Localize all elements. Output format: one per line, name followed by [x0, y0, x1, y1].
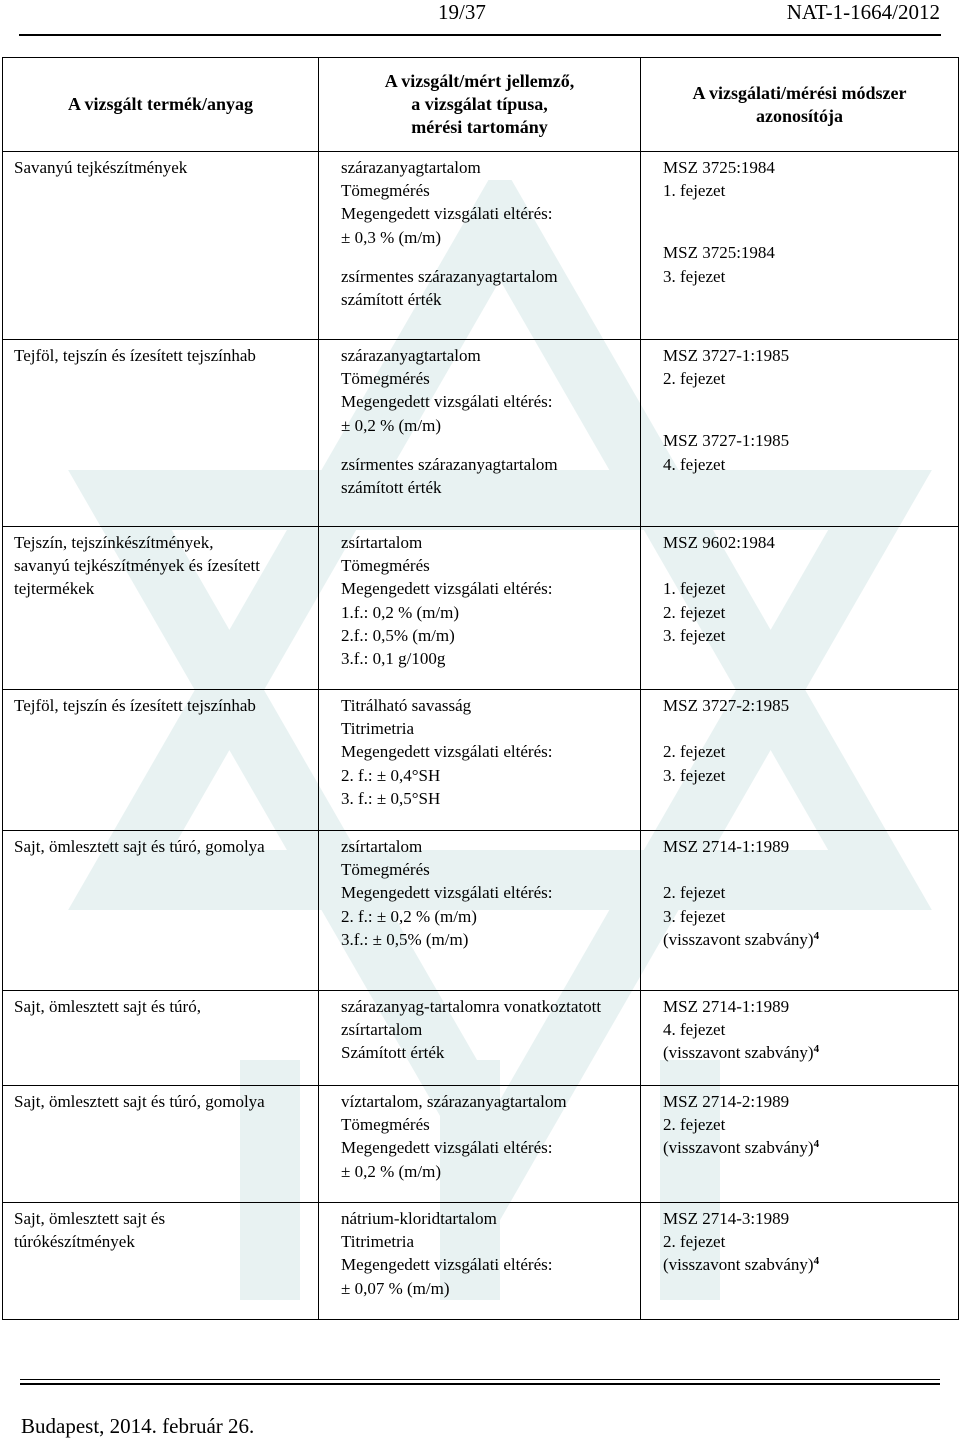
- measure-cell: [319, 831, 641, 991]
- footnote-mark: 4: [813, 1255, 820, 1268]
- measure-block: víztartalom, szárazanyagtartalom Tömegmérés Megengedett vizsgálati eltérés: ± 0,2 % (m/m): [341, 1092, 567, 1181]
- method-text: MSZ 2714-1:1989 2. fejezet 3. fejezet: [663, 837, 790, 926]
- product-cell: Sajt, ömlesztett sajt és túrókészítmények: [3, 1203, 319, 1320]
- product-cell: Savanyú tejkészítmények: [3, 152, 319, 340]
- page-number: 19/37: [438, 0, 486, 24]
- measure-cell: [319, 152, 641, 340]
- method-cell: [641, 991, 959, 1086]
- col-header-product: A vizsgált termék/anyag: [3, 58, 319, 152]
- method-block: MSZ 9602:1984 1. fejezet 2. fejezet 3. fejezet: [663, 533, 775, 645]
- measure-block: zsírmentes szárazanyagtartalom számított érték: [341, 266, 558, 310]
- method-cell: [641, 340, 959, 527]
- measure-cell: [319, 690, 641, 831]
- measure-cell: [319, 340, 641, 527]
- method-text: MSZ 2714-2:1989 2. fejezet: [663, 1092, 790, 1135]
- measure-cell: [319, 1086, 641, 1203]
- method-block: MSZ 3727-1:1985 4. fejezet: [663, 431, 790, 474]
- product-cell: Sajt, ömlesztett sajt és túró,: [3, 991, 319, 1086]
- method-block: MSZ 3725:1984 1. fejezet: [663, 158, 775, 201]
- method-text: MSZ 2714-3:1989 2. fejezet: [663, 1209, 790, 1252]
- header-rule: [19, 34, 941, 36]
- product-cell: Tejszín, tejszínkészítmények, savanyú tejkészítmények és ízesített tejtermékek: [3, 527, 319, 690]
- accreditation-table: [2, 57, 959, 1320]
- product-cell: Tejföl, tejszín és ízesített tejszínhab: [3, 340, 319, 527]
- col-header-method: A vizsgálati/mérési módszer azonosítója: [641, 58, 959, 152]
- measure-cell: [319, 527, 641, 690]
- product-cell: Sajt, ömlesztett sajt és túró, gomolya: [3, 1086, 319, 1203]
- withdrawn-note: (visszavont szabvány): [663, 929, 814, 949]
- withdrawn-note: (visszavont szabvány): [663, 1043, 814, 1063]
- method-block: [652, 1203, 958, 1277]
- footnote-mark: 4: [813, 929, 820, 942]
- product-cell: Tejföl, tejszín és ízesített tejszínhab: [3, 690, 319, 831]
- table-row: [3, 991, 959, 1086]
- method-block: MSZ 3727-2:1985 2. fejezet 3. fejezet: [663, 696, 790, 785]
- document-id: NAT-1-1664/2012: [786, 0, 940, 24]
- footer-rule-thick: [20, 1383, 940, 1385]
- method-cell: [641, 152, 959, 340]
- table-row: [3, 527, 959, 690]
- method-cell: [641, 527, 959, 690]
- withdrawn-note: (visszavont szabvány): [663, 1138, 814, 1158]
- footnote-mark: 4: [813, 1043, 820, 1056]
- method-block: [652, 991, 958, 1065]
- measure-block: Titrálható savasság Titrimetria Megengedett vizsgálati eltérés: 2. f.: ± 0,4°SH 3. f.: ± 0,5°SH: [341, 696, 553, 808]
- method-block: [652, 1086, 958, 1160]
- measure-block: zsírmentes szárazanyagtartalom számított érték: [341, 454, 558, 498]
- method-text: MSZ 2714-1:1989 4. fejezet: [663, 997, 790, 1040]
- measure-cell: [319, 991, 641, 1086]
- method-cell: [641, 690, 959, 831]
- table-row: [3, 340, 959, 527]
- table-row: [3, 1086, 959, 1203]
- method-cell: [641, 831, 959, 991]
- method-cell: [641, 1203, 959, 1320]
- measure-block: szárazanyagtartalom Tömegmérés Megengedett vizsgálati eltérés: ± 0,3 % (m/m): [341, 158, 553, 247]
- measure-block: zsírtartalom Tömegmérés Megengedett vizsgálati eltérés: 2. f.: ± 0,2 % (m/m) 3.f.: ± 0,5% (m/m): [341, 837, 553, 949]
- table-header-row: [3, 58, 959, 152]
- method-block: [652, 831, 958, 951]
- col-header-measure: A vizsgált/mért jellemző, a vizsgálat típusa, mérési tartomány: [319, 58, 641, 152]
- product-cell: Sajt, ömlesztett sajt és túró, gomolya: [3, 831, 319, 991]
- footer-rule: [20, 1379, 940, 1380]
- footer-date: Budapest, 2014. február 26.: [21, 1414, 255, 1438]
- table-row: [3, 152, 959, 340]
- method-block: MSZ 3725:1984 3. fejezet: [663, 243, 775, 286]
- table-row: [3, 831, 959, 991]
- withdrawn-note: (visszavont szabvány): [663, 1255, 814, 1275]
- measure-block: szárazanyagtartalom Tömegmérés Megengedett vizsgálati eltérés: ± 0,2 % (m/m): [341, 346, 553, 435]
- measure-block: zsírtartalom Tömegmérés Megengedett vizsgálati eltérés: 1.f.: 0,2 % (m/m) 2.f.: 0,5% (m/m) 3.f.: 0,1 g/100g: [341, 533, 553, 669]
- method-block: MSZ 3727-1:1985 2. fejezet: [663, 346, 790, 389]
- measure-block: nátrium-kloridtartalom Titrimetria Megengedett vizsgálati eltérés: ± 0,07 % (m/m): [341, 1209, 553, 1298]
- table-row: [3, 1203, 959, 1320]
- table-row: [3, 690, 959, 831]
- footnote-mark: 4: [813, 1138, 820, 1151]
- measure-block: szárazanyag-tartalomra vonatkoztatott zsírtartalom Számított érték: [341, 997, 602, 1063]
- measure-cell: [319, 1203, 641, 1320]
- method-cell: [641, 1086, 959, 1203]
